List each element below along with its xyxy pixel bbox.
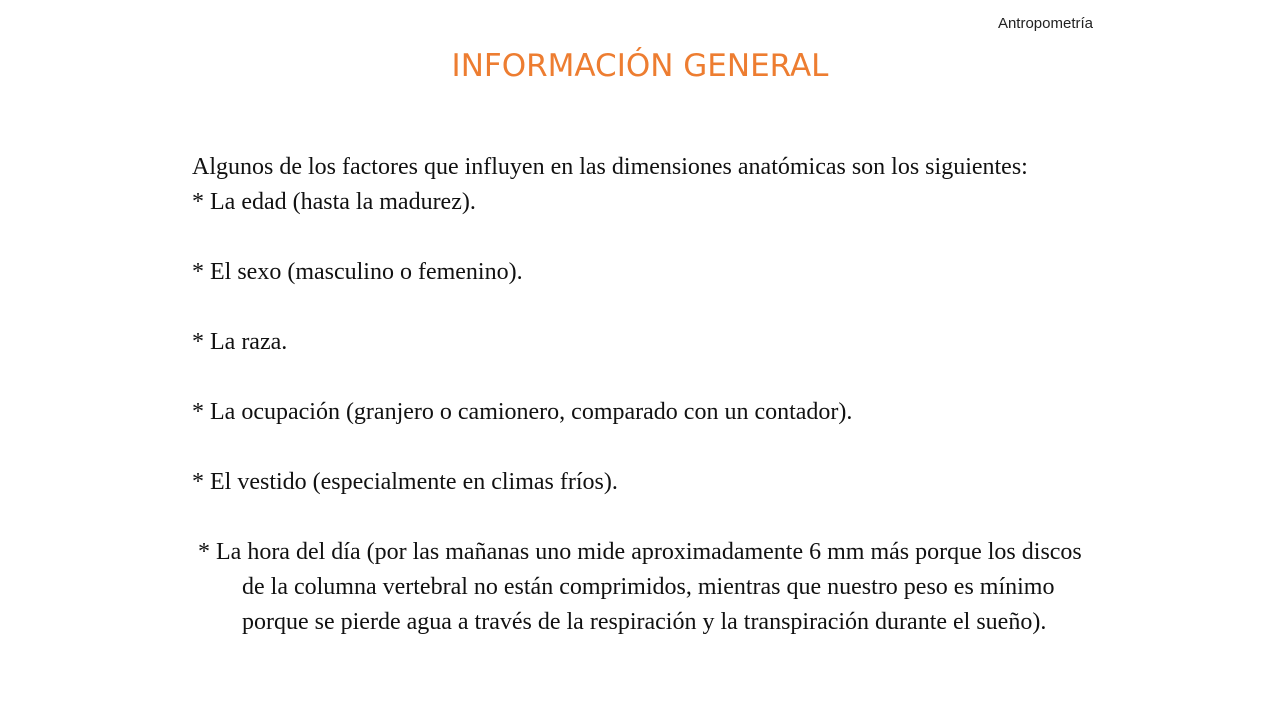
factor-occupation: * La ocupación (granjero o camionero, comparado con un contador). — [192, 399, 853, 425]
slide-body — [192, 150, 1092, 640]
factor-race: * La raza. — [192, 329, 288, 355]
section-label: Antropometría — [997, 15, 1093, 32]
spacer — [192, 430, 1092, 465]
spacer — [192, 360, 1092, 395]
factor-sex: * El sexo (masculino o femenino). — [192, 259, 523, 285]
spacer — [192, 290, 1092, 325]
factor-age: * La edad (hasta la madurez). — [192, 189, 476, 215]
page-title: INFORMACIÓN GENERAL — [451, 48, 829, 84]
factor-clothing: * El vestido (especialmente en climas fríos). — [192, 469, 618, 495]
intro-paragraph: Algunos de los factores que influyen en las dimensiones anatómicas son los siguientes: — [192, 154, 1028, 180]
factor-time-of-day: * La hora del día (por las mañanas uno mide aproximadamente 6 mm más porque los discos de la columna vertebral no están comprimidos, mientras que nuestro peso es mínimo porque se pierde agua a través de la respiración y la transpiración durante el sueño). — [198, 539, 1082, 635]
spacer — [192, 500, 1092, 535]
spacer — [192, 220, 1092, 255]
